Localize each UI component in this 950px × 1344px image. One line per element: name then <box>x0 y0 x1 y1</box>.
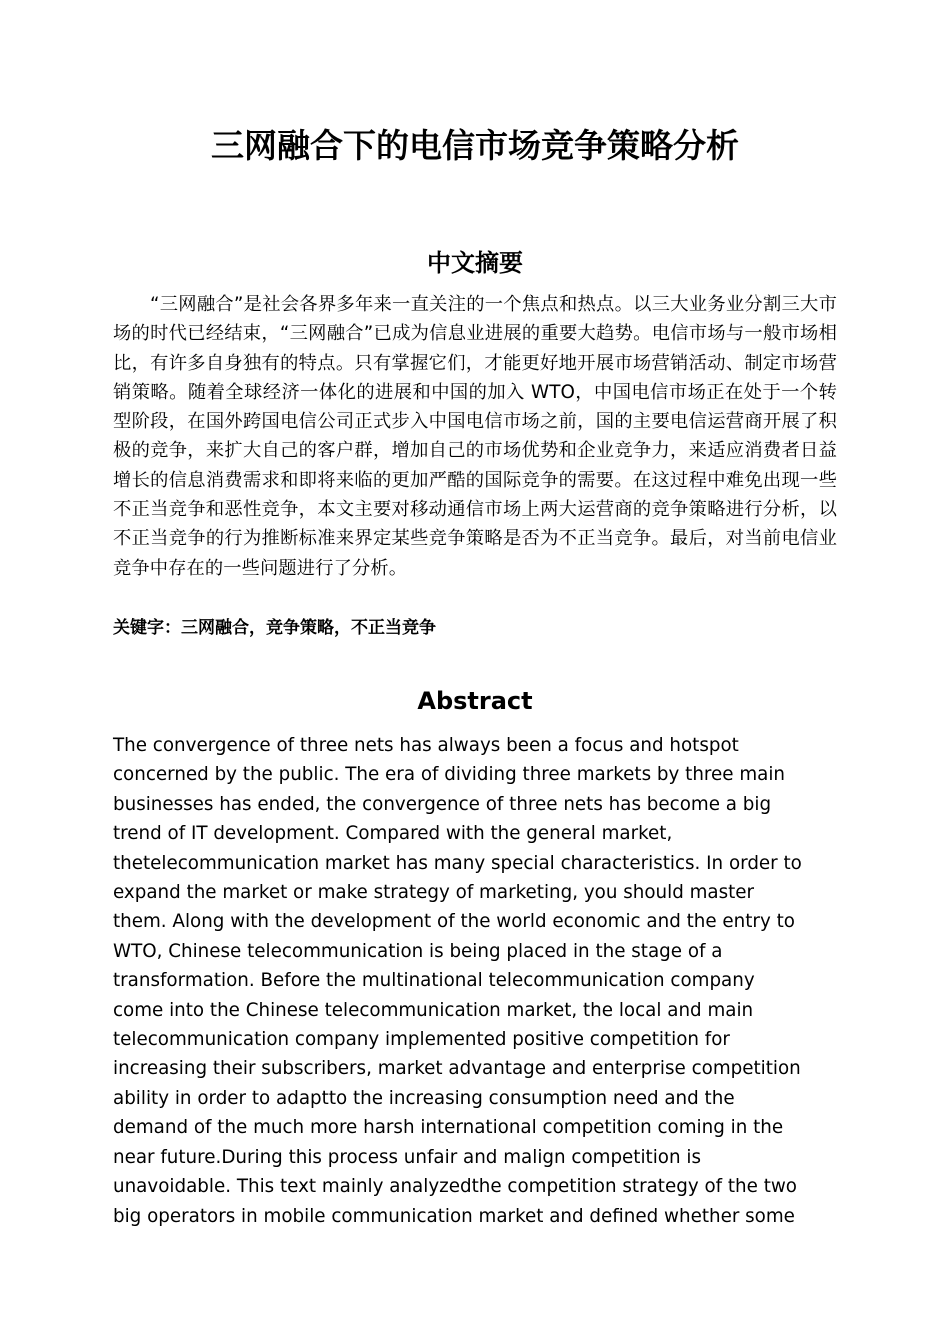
abstract-line: thetelecommunication market has many special characteristics. In order to <box>113 852 802 874</box>
abstract-line: big operators in mobile communication market and defined whether some <box>113 1205 795 1227</box>
english-abstract-body <box>113 731 837 1231</box>
abstract-line: WTO, Chinese telecommunication is being placed in the stage of a <box>113 940 723 962</box>
abstract-line: The convergence of three nets has always been a focus and hotspot <box>113 735 739 756</box>
abstract-line: unavoidable. This text mainly analyzedthe competition strategy of the two <box>113 1176 797 1198</box>
document-title: 三网融合下的电信市场竞争策略分析 <box>211 126 739 165</box>
english-abstract-heading: Abstract <box>417 687 533 715</box>
abstract-line: concerned by the public. The era of dividing three markets by three main <box>113 764 785 786</box>
keywords-line: 关键字：三网融合，竞争策略，不正当竞争 <box>113 618 436 638</box>
abstract-line: demand of the much more harsh international competition coming in the <box>113 1117 784 1139</box>
chinese-abstract-body: “三网融合”是社会各界多年来一直关注的一个焦点和热点。以三大业务业分割三大市场的时代已经结束，“三网融合”已成为信息业进展的重要大趋势。电信市场与一般市场相比，有许多自身独有的特点。只有掌握它们，才能更好地开展市场营销活动、制定市场营销策略。随着全球经济一体化的进展和中国的加入 WTO，中国电信市场正在处于一个转型阶段，在国外跨国电信公司正式步入中国电信市场之前，国的主要电信运营商开展了积极的竞争，来扩大自己的客户群，增加自己的市场优势和企业竞争力，来适应消费者日益增长的信息消费需求和即将来临的更加严酷的国际竞争的需要。在这过程中难免出现一些不正当竞争和恶性竞争，本文主要对移动通信市场上两大运营商的竞争策略进行分析，以不正当竞争的行为推断标准来界定某些竞争策略是否为不正当竞争。最后，对当前电信业竞争中存在的一些问题进行了分析。 <box>113 294 837 579</box>
abstract-line: them. Along with the development of the world economic and the entry to <box>113 911 795 933</box>
abstract-line: come into the Chinese telecommunication market, the local and main <box>113 999 754 1021</box>
abstract-line: increasing their subscribers, market advantage and enterprise competition <box>113 1058 801 1080</box>
chinese-abstract-heading: 中文摘要 <box>427 249 523 277</box>
abstract-line: expand the market or make strategy of marketing, you should master <box>113 882 755 904</box>
abstract-line: businesses has ended, the convergence of three nets has become a big <box>113 793 772 815</box>
abstract-line: near future.During this process unfair and malign competition is <box>113 1146 701 1168</box>
abstract-line: ability in order to adaptto the increasing consumption need and the <box>113 1087 735 1109</box>
abstract-line: telecommunication company implemented positive competition for <box>113 1029 730 1051</box>
abstract-line: trend of IT development. Compared with the general market, <box>113 823 673 845</box>
abstract-line: transformation. Before the multinational telecommunication company <box>113 970 755 992</box>
